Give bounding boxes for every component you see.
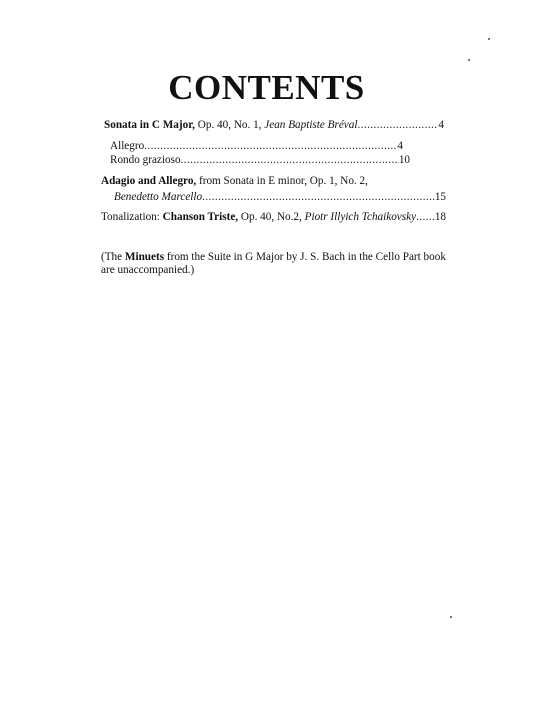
footnote <box>101 251 451 277</box>
page-number: 4 <box>438 119 444 131</box>
dot-leader <box>181 153 399 167</box>
piece-title: Adagio and Allegro, <box>101 175 197 187</box>
footnote-text: from the Suite in G Major by J. S. Bach in the Cello Part book are unaccompanied.) <box>101 251 446 276</box>
footnote-open: (The <box>101 251 125 263</box>
composer-name: Jean Baptiste Bréval <box>264 119 358 131</box>
dot-leader <box>202 190 435 204</box>
piece-detail: Op. 40, No.2, <box>238 211 305 223</box>
page-number: 15 <box>434 191 446 203</box>
scan-speck <box>488 38 490 40</box>
piece-title: Chanson Triste, <box>162 211 239 223</box>
page-number: 10 <box>398 154 410 166</box>
page-number: 18 <box>434 211 446 223</box>
section-prefix: Tonalization: <box>101 211 163 223</box>
scan-speck <box>450 616 452 618</box>
composer-name: Benedetto Marcello <box>114 191 203 203</box>
piece-detail: from Sonata in E minor, Op. 1, No. 2, <box>196 175 368 187</box>
footnote-emphasis: Minuets <box>124 251 165 263</box>
toc-entry-chanson-triste[interactable] <box>101 210 446 224</box>
dot-leader <box>416 210 435 224</box>
piece-detail: Op. 40, No. 1, <box>194 119 265 131</box>
movement-title: Allegro <box>110 140 145 152</box>
dot-leader <box>144 139 397 153</box>
toc-entry-adagio-allegro-line1[interactable] <box>101 174 368 188</box>
page-title: CONTENTS <box>168 68 365 107</box>
toc-entry-adagio-allegro-line2[interactable] <box>114 190 446 204</box>
scan-speck <box>468 59 470 61</box>
toc-entry-label <box>104 118 357 132</box>
toc-entry-label <box>101 210 416 224</box>
toc-entry-rondo-grazioso[interactable] <box>110 153 410 167</box>
composer-name: Piotr Illyich Tchaikovsky <box>304 211 417 223</box>
movement-title: Rondo grazioso <box>110 154 181 166</box>
toc-entry-allegro[interactable] <box>110 139 403 153</box>
toc-entry-sonata-c-major[interactable] <box>104 118 444 132</box>
piece-title: Sonata in C Major, <box>104 119 195 131</box>
dot-leader <box>357 118 438 132</box>
page-number: 4 <box>397 140 403 152</box>
